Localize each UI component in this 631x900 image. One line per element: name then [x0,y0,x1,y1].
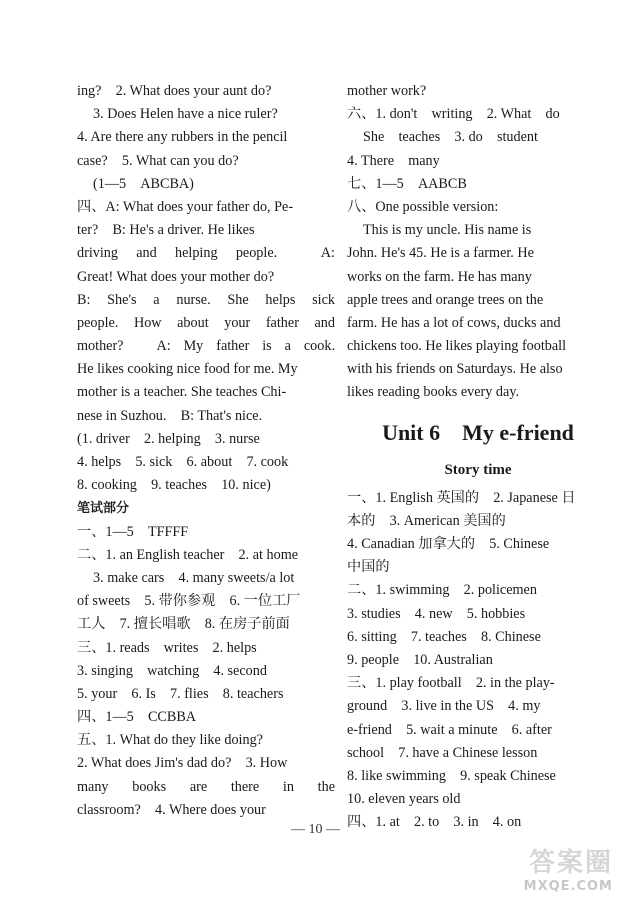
text-line: 五、1. What do they like doing? [77,732,263,749]
text-line: 工人 7. 擅长唱歌 8. 在房子前面 [77,616,290,633]
text-line: 5. your 6. Is 7. flies 8. teachers [77,685,284,702]
text-line: 四、1—5 CCBBA [77,709,197,726]
text-line: mother is a teacher. She teaches Chi- [77,384,287,401]
text-line: 4. Canadian 加拿大的 5. Chinese [347,536,550,552]
text-line: of sweets 5. 带你参观 6. 一位工厂 [77,593,301,610]
text-line: ground 3. live in the US 4. my [347,698,541,715]
text-line: 4. There many [347,152,440,169]
unit-title: Unit 6 My e-friend [382,419,574,445]
watermark [524,842,613,894]
text-line: 三、1. play football 2. in the play- [347,675,555,692]
text-line: school 7. have a Chinese lesson [347,744,538,761]
text-line: 一、1. English 英国的 2. Japanese 日 [347,489,576,506]
text-line: 八、One possible version: [347,198,499,215]
text-line: He likes cooking nice food for me. My [77,361,298,378]
text-line: (1—5 ABCBA) [93,175,194,192]
text-line: works on the farm. He has many [347,268,532,285]
text-line: Great! What does your mother do? [77,268,275,285]
text-line: farm. He has a lot of cows, ducks and [347,314,561,331]
text-line: John. He's 45. He is a farmer. He [347,245,534,262]
text-line: apple trees and orange trees on the [347,291,544,308]
text-line: This is my uncle. His name is [363,222,532,239]
text-line: 三、1. reads writes 2. helps [77,639,257,656]
text-line: 一、1—5 TFFFF [77,523,189,540]
text-line: classroom? 4. Where does your [77,801,266,818]
left-column [77,80,335,822]
text-line: 四、1. at 2. to 3. in 4. on [347,814,522,831]
text-line: with his friends on Saturdays. He also [347,361,563,378]
text-line: mother work? [347,83,427,99]
text-line: 六、1. don't writing 2. What do [347,106,560,123]
text-line: 9. people 10. Australian [347,651,493,668]
text-line: (1. driver 2. helping 3. nurse [77,430,260,447]
text-line: 3. studies 4. new 5. hobbies [347,605,526,622]
page-number: — 10 — [291,822,340,837]
text-line: 本的 3. American 美国的 [347,512,506,529]
text-line: chickens too. He likes playing football [347,338,567,355]
text-line: 二、1. swimming 2. policemen [347,582,537,599]
text-line: 6. sitting 7. teaches 8. Chinese [347,628,541,645]
text-line: 3. singing watching 4. second [77,662,267,679]
text-line: B: She's a nurse. She helps sick [77,291,335,308]
text-line: 3. Does Helen have a nice ruler? [93,106,278,123]
text-line: case? 5. What can you do? [77,152,239,169]
watermark-logo: 答案圈 [528,848,613,878]
text-line: 七、1—5 AABCB [347,175,467,192]
text-line: 3. make cars 4. many sweets/a lot [93,569,295,586]
text-line: 四、A: What does your father do, Pe- [77,198,294,215]
text-line: people. How about your father and [77,314,335,331]
text-line: ing? 2. What does your aunt do? [77,83,272,99]
text-line: many books are there in the [77,778,335,795]
right-column [347,80,609,834]
section-title: Story time [444,461,512,478]
text-line: 2. What does Jim's dad do? 3. How [77,755,288,772]
text-line: driving and helping people. A: [77,245,335,262]
text-line: mother? A: My father is a cook. [77,338,335,355]
text-line: 4. Are there any rubbers in the pencil [77,129,288,146]
text-line: 10. eleven years old [347,791,461,808]
watermark-url: MXQE.COM [523,879,613,894]
text-line: 8. like swimming 9. speak Chinese [347,767,556,784]
text-line: 二、1. an English teacher 2. at home [77,546,299,563]
text-line: 中国的 [347,559,390,576]
text-line: 4. helps 5. sick 6. about 7. cook [77,454,289,470]
text-line: 8. cooking 9. teaches 10. nice) [77,477,271,494]
text-line: likes reading books every day. [347,384,520,401]
text-line: nese in Suzhou. B: That's nice. [77,407,263,424]
text-line: ter? B: He's a driver. He likes [77,222,255,239]
section-heading: 笔试部分 [77,501,130,517]
text-line: e-friend 5. wait a minute 6. after [347,721,552,738]
text-line: She teaches 3. do student [363,129,538,146]
